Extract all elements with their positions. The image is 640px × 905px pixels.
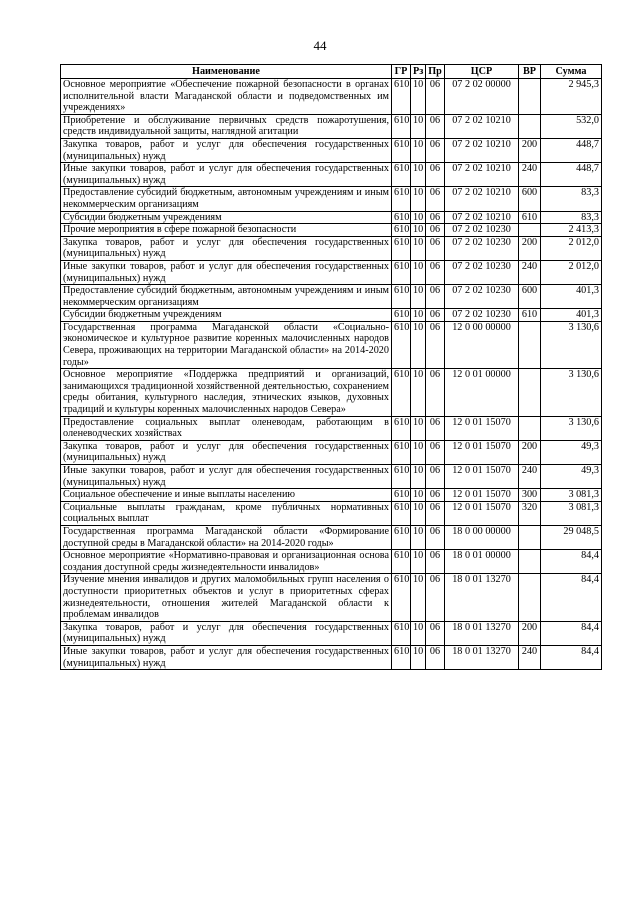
cell-name: Иные закупки товаров, работ и услуг для обеспечения государственных (муниципальных) нужд <box>61 465 392 489</box>
cell-pr: 06 <box>426 236 445 260</box>
cell-pr: 06 <box>426 211 445 224</box>
cell-rz: 10 <box>411 550 426 574</box>
cell-rz: 10 <box>411 163 426 187</box>
cell-vr: 240 <box>519 465 541 489</box>
table-row <box>61 369 602 416</box>
cell-gr: 610 <box>392 163 411 187</box>
cell-sum: 3 081,3 <box>541 501 602 525</box>
cell-name: Социальные выплаты гражданам, кроме публичных нормативных социальных выплат <box>61 501 392 525</box>
table-row <box>61 224 602 237</box>
table-row <box>61 525 602 549</box>
cell-pr: 06 <box>426 187 445 211</box>
cell-sum: 84,4 <box>541 574 602 621</box>
cell-csr: 18 0 01 13270 <box>445 645 519 669</box>
cell-rz: 10 <box>411 309 426 322</box>
cell-vr <box>519 369 541 416</box>
cell-gr: 610 <box>392 138 411 162</box>
cell-vr: 240 <box>519 260 541 284</box>
cell-rz: 10 <box>411 211 426 224</box>
cell-vr: 610 <box>519 309 541 322</box>
cell-gr: 610 <box>392 321 411 368</box>
cell-name: Закупка товаров, работ и услуг для обеспечения государственных (муниципальных) нужд <box>61 440 392 464</box>
cell-gr: 610 <box>392 621 411 645</box>
cell-gr: 610 <box>392 645 411 669</box>
cell-pr: 06 <box>426 621 445 645</box>
cell-rz: 10 <box>411 621 426 645</box>
table-row <box>61 416 602 440</box>
cell-csr: 12 0 01 00000 <box>445 369 519 416</box>
cell-pr: 06 <box>426 465 445 489</box>
cell-vr: 200 <box>519 138 541 162</box>
cell-csr: 07 2 02 10230 <box>445 260 519 284</box>
header-row <box>61 65 602 79</box>
table-row <box>61 236 602 260</box>
cell-name: Изучение мнения инвалидов и других маломобильных групп населения о доступности приоритетных объектов и услуг в приоритетных сферах жизнедеятельности, отношения жителей Магаданской области к проблемам инвалидов <box>61 574 392 621</box>
cell-vr: 200 <box>519 440 541 464</box>
cell-gr: 610 <box>392 114 411 138</box>
budget-table <box>60 64 602 670</box>
cell-pr: 06 <box>426 525 445 549</box>
cell-pr: 06 <box>426 114 445 138</box>
cell-sum: 3 130,6 <box>541 416 602 440</box>
cell-rz: 10 <box>411 187 426 211</box>
cell-rz: 10 <box>411 489 426 502</box>
cell-name: Иные закупки товаров, работ и услуг для обеспечения государственных (муниципальных) нужд <box>61 163 392 187</box>
table-row <box>61 211 602 224</box>
table-row <box>61 187 602 211</box>
cell-name: Закупка товаров, работ и услуг для обеспечения государственных (муниципальных) нужд <box>61 621 392 645</box>
cell-gr: 610 <box>392 465 411 489</box>
column-header-pr: Пр <box>426 65 445 79</box>
cell-rz: 10 <box>411 440 426 464</box>
column-header-vr: ВР <box>519 65 541 79</box>
cell-name: Иные закупки товаров, работ и услуг для обеспечения государственных (муниципальных) нужд <box>61 645 392 669</box>
cell-vr <box>519 114 541 138</box>
cell-sum: 84,4 <box>541 621 602 645</box>
cell-rz: 10 <box>411 369 426 416</box>
cell-pr: 06 <box>426 440 445 464</box>
cell-gr: 610 <box>392 501 411 525</box>
cell-pr: 06 <box>426 163 445 187</box>
cell-gr: 610 <box>392 187 411 211</box>
cell-gr: 610 <box>392 369 411 416</box>
cell-vr: 600 <box>519 285 541 309</box>
cell-gr: 610 <box>392 79 411 115</box>
cell-vr <box>519 79 541 115</box>
column-header-sum: Сумма <box>541 65 602 79</box>
table-row <box>61 163 602 187</box>
table-row <box>61 501 602 525</box>
cell-csr: 07 2 02 10230 <box>445 224 519 237</box>
cell-sum: 3 130,6 <box>541 321 602 368</box>
cell-gr: 610 <box>392 260 411 284</box>
cell-csr: 12 0 01 15070 <box>445 440 519 464</box>
cell-sum: 532,0 <box>541 114 602 138</box>
cell-sum: 29 048,5 <box>541 525 602 549</box>
cell-sum: 49,3 <box>541 465 602 489</box>
cell-rz: 10 <box>411 525 426 549</box>
cell-rz: 10 <box>411 645 426 669</box>
table-row <box>61 621 602 645</box>
cell-gr: 610 <box>392 550 411 574</box>
cell-gr: 610 <box>392 224 411 237</box>
cell-csr: 07 2 02 10230 <box>445 285 519 309</box>
cell-vr: 240 <box>519 163 541 187</box>
cell-pr: 06 <box>426 138 445 162</box>
cell-rz: 10 <box>411 114 426 138</box>
cell-csr: 12 0 01 15070 <box>445 501 519 525</box>
cell-vr <box>519 321 541 368</box>
cell-vr <box>519 525 541 549</box>
cell-pr: 06 <box>426 574 445 621</box>
cell-csr: 07 2 02 10210 <box>445 163 519 187</box>
cell-rz: 10 <box>411 138 426 162</box>
table-row <box>61 440 602 464</box>
cell-gr: 610 <box>392 285 411 309</box>
cell-csr: 12 0 01 15070 <box>445 465 519 489</box>
cell-gr: 610 <box>392 489 411 502</box>
table-row <box>61 79 602 115</box>
cell-pr: 06 <box>426 550 445 574</box>
table-row <box>61 465 602 489</box>
cell-csr: 12 0 00 00000 <box>445 321 519 368</box>
cell-name: Иные закупки товаров, работ и услуг для обеспечения государственных (муниципальных) нужд <box>61 260 392 284</box>
cell-csr: 18 0 01 13270 <box>445 574 519 621</box>
table-row <box>61 114 602 138</box>
cell-sum: 401,3 <box>541 285 602 309</box>
cell-pr: 06 <box>426 369 445 416</box>
cell-gr: 610 <box>392 574 411 621</box>
cell-rz: 10 <box>411 574 426 621</box>
table-row <box>61 645 602 669</box>
cell-rz: 10 <box>411 465 426 489</box>
cell-name: Предоставление субсидий бюджетным, автономным учреждениям и иным некоммерческим организациям <box>61 187 392 211</box>
cell-name: Прочие мероприятия в сфере пожарной безопасности <box>61 224 392 237</box>
cell-csr: 07 2 02 10210 <box>445 114 519 138</box>
cell-csr: 07 2 02 10210 <box>445 187 519 211</box>
cell-csr: 07 2 02 10230 <box>445 309 519 322</box>
cell-csr: 07 2 02 10230 <box>445 236 519 260</box>
cell-sum: 401,3 <box>541 309 602 322</box>
cell-pr: 06 <box>426 309 445 322</box>
cell-pr: 06 <box>426 321 445 368</box>
cell-sum: 3 081,3 <box>541 489 602 502</box>
cell-sum: 3 130,6 <box>541 369 602 416</box>
cell-pr: 06 <box>426 416 445 440</box>
cell-rz: 10 <box>411 79 426 115</box>
cell-vr: 240 <box>519 645 541 669</box>
cell-gr: 610 <box>392 211 411 224</box>
column-header-gr: ГР <box>392 65 411 79</box>
cell-rz: 10 <box>411 416 426 440</box>
cell-pr: 06 <box>426 224 445 237</box>
cell-name: Закупка товаров, работ и услуг для обеспечения государственных (муниципальных) нужд <box>61 236 392 260</box>
cell-name: Социальное обеспечение и иные выплаты населению <box>61 489 392 502</box>
cell-rz: 10 <box>411 236 426 260</box>
cell-gr: 610 <box>392 309 411 322</box>
cell-name: Основное мероприятие «Поддержка предприятий и организаций, занимающихся традиционной хозяйственной деятельностью, сохранением среды обитания, культурного наследия, этнических языков, духовных традиций и культуры коренных малочисленных народов Севера» <box>61 369 392 416</box>
cell-vr <box>519 574 541 621</box>
cell-rz: 10 <box>411 285 426 309</box>
cell-vr <box>519 416 541 440</box>
cell-vr: 600 <box>519 187 541 211</box>
table-row <box>61 285 602 309</box>
table-row <box>61 489 602 502</box>
cell-vr: 610 <box>519 211 541 224</box>
cell-sum: 84,4 <box>541 550 602 574</box>
cell-sum: 2 945,3 <box>541 79 602 115</box>
table-row <box>61 309 602 322</box>
cell-vr: 300 <box>519 489 541 502</box>
cell-pr: 06 <box>426 260 445 284</box>
cell-vr <box>519 224 541 237</box>
cell-csr: 18 0 00 00000 <box>445 525 519 549</box>
cell-sum: 83,3 <box>541 187 602 211</box>
cell-sum: 2 012,0 <box>541 236 602 260</box>
cell-gr: 610 <box>392 440 411 464</box>
table-row <box>61 138 602 162</box>
cell-pr: 06 <box>426 489 445 502</box>
cell-csr: 12 0 01 15070 <box>445 489 519 502</box>
cell-vr: 200 <box>519 621 541 645</box>
cell-sum: 2 012,0 <box>541 260 602 284</box>
cell-csr: 18 0 01 00000 <box>445 550 519 574</box>
cell-name: Субсидии бюджетным учреждениям <box>61 211 392 224</box>
cell-rz: 10 <box>411 321 426 368</box>
cell-sum: 448,7 <box>541 138 602 162</box>
page-number: 44 <box>313 38 327 53</box>
cell-sum: 49,3 <box>541 440 602 464</box>
table-row <box>61 550 602 574</box>
cell-name: Государственная программа Магаданской области «Социально-экономическое и культурное развитие коренных малочисленных народов Севера, проживающих на территории Магаданской области» на 2014-2020 годы» <box>61 321 392 368</box>
cell-sum: 448,7 <box>541 163 602 187</box>
cell-rz: 10 <box>411 260 426 284</box>
column-header-name: Наименование <box>61 65 392 79</box>
cell-rz: 10 <box>411 501 426 525</box>
cell-name: Основное мероприятие «Обеспечение пожарной безопасности в органах исполнительной власти Магаданской области и подведомственных им учреждениях» <box>61 79 392 115</box>
column-header-rz: Рз <box>411 65 426 79</box>
cell-name: Основное мероприятие «Нормативно-правовая и организационная основа создания доступной среды жизнедеятельности инвалидов» <box>61 550 392 574</box>
cell-name: Приобретение и обслуживание первичных средств пожаротушения, средств индивидуальной защиты, наглядной агитации <box>61 114 392 138</box>
cell-gr: 610 <box>392 236 411 260</box>
cell-pr: 06 <box>426 79 445 115</box>
cell-name: Государственная программа Магаданской области «Формирование доступной среды в Магаданской области» на 2014-2020 годы» <box>61 525 392 549</box>
cell-pr: 06 <box>426 501 445 525</box>
cell-vr: 200 <box>519 236 541 260</box>
cell-name: Предоставление субсидий бюджетным, автономным учреждениям и иным некоммерческим организациям <box>61 285 392 309</box>
cell-rz: 10 <box>411 224 426 237</box>
cell-sum: 84,4 <box>541 645 602 669</box>
cell-gr: 610 <box>392 416 411 440</box>
cell-name: Предоставление социальных выплат оленеводам, работающим в оленеводческих хозяйствах <box>61 416 392 440</box>
cell-csr: 12 0 01 15070 <box>445 416 519 440</box>
cell-pr: 06 <box>426 285 445 309</box>
cell-csr: 07 2 02 10210 <box>445 138 519 162</box>
cell-csr: 07 2 02 10210 <box>445 211 519 224</box>
table-body <box>61 79 602 670</box>
cell-name: Субсидии бюджетным учреждениям <box>61 309 392 322</box>
cell-sum: 2 413,3 <box>541 224 602 237</box>
table-row <box>61 321 602 368</box>
cell-gr: 610 <box>392 525 411 549</box>
cell-name: Закупка товаров, работ и услуг для обеспечения государственных (муниципальных) нужд <box>61 138 392 162</box>
cell-vr <box>519 550 541 574</box>
cell-vr: 320 <box>519 501 541 525</box>
table-row <box>61 574 602 621</box>
cell-pr: 06 <box>426 645 445 669</box>
column-header-csr: ЦСР <box>445 65 519 79</box>
cell-sum: 83,3 <box>541 211 602 224</box>
cell-csr: 18 0 01 13270 <box>445 621 519 645</box>
table-row <box>61 260 602 284</box>
cell-csr: 07 2 02 00000 <box>445 79 519 115</box>
